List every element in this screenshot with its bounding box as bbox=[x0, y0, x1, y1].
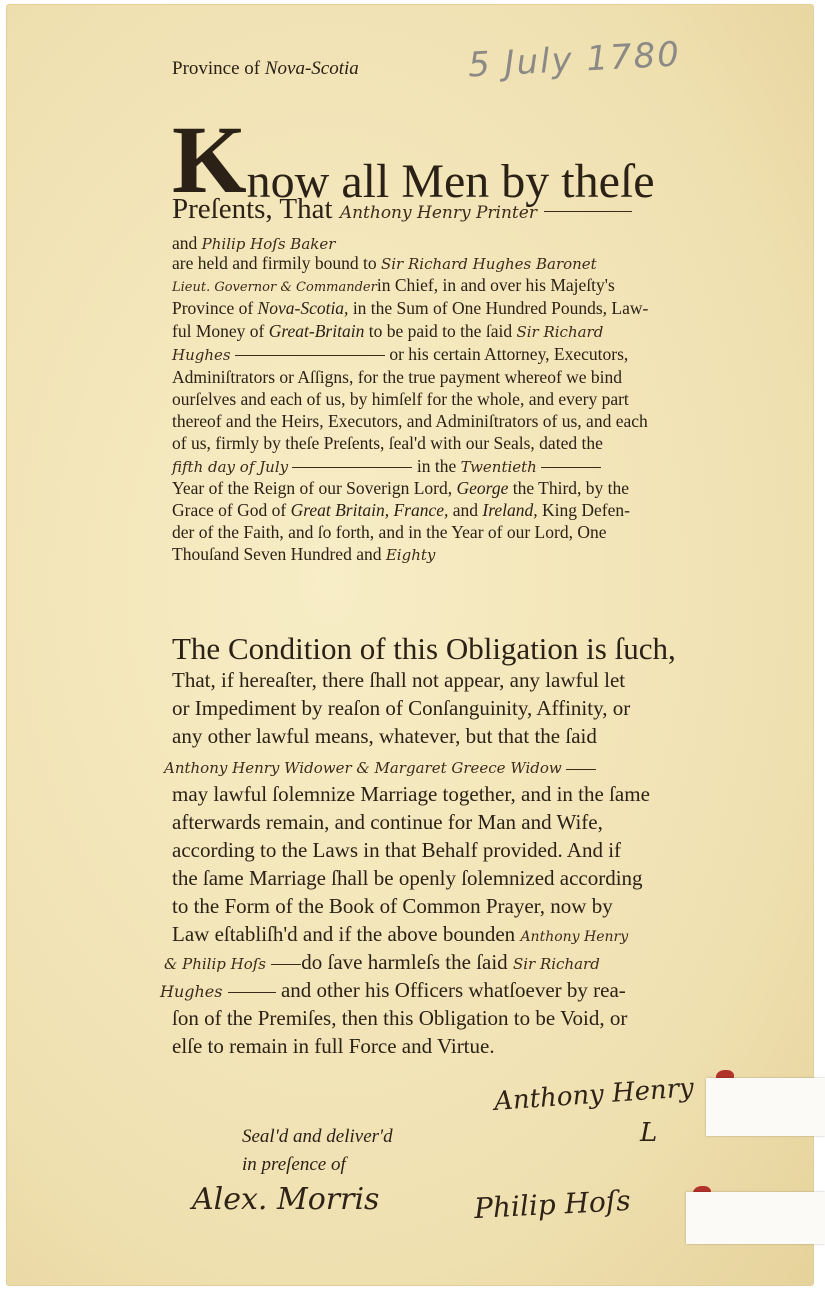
paid-name1-handwritten: Sir Richard bbox=[516, 323, 604, 341]
condition-line4: may lawful ſolemnize Marriage together, and in the ſame bbox=[172, 782, 650, 806]
philip-signature: Philip Hoſs bbox=[473, 1183, 632, 1226]
grace-text: Grace of God of bbox=[172, 500, 287, 520]
anthony-henry-flourish: L bbox=[640, 1118, 658, 1148]
grace-line bbox=[172, 499, 630, 521]
anthony-henry-signature: Anthony Henry bbox=[493, 1073, 695, 1117]
fill-rule bbox=[544, 211, 632, 212]
name1-handwritten: Anthony Henry Printer bbox=[339, 203, 537, 223]
parties-line bbox=[164, 754, 596, 783]
name2-handwritten: Philip Hoſs Baker bbox=[201, 235, 336, 253]
sealed-delivered-caption bbox=[242, 1123, 393, 1179]
fill-rule bbox=[271, 964, 301, 965]
condition-line10: ſon of the Premiſes, then this Obligation to be Void, or bbox=[172, 1006, 628, 1030]
bounden2-handwritten: & Philip Hoſs bbox=[164, 955, 266, 973]
presents-line bbox=[172, 192, 632, 230]
bounden-line bbox=[172, 920, 628, 951]
condition-line11: elſe to remain in full Force and Virtue. bbox=[172, 1034, 495, 1058]
in-chief-text: in Chief, in and over his Majeſty's bbox=[376, 275, 615, 295]
harmless-line bbox=[164, 948, 600, 978]
paid-to-text: to be paid to the ſaid bbox=[368, 321, 513, 341]
sealed-line2: in preſence of bbox=[242, 1154, 346, 1175]
george-text: George bbox=[456, 478, 509, 498]
firmly-line: of us, firmly by theſe Preſents, ſeal'd with our Seals, dated the bbox=[172, 433, 603, 453]
lieut-line bbox=[172, 274, 615, 299]
ireland-text: Ireland, bbox=[482, 500, 538, 520]
reign-line bbox=[172, 477, 629, 499]
condition-line5: afterwards remain, and continue for Man and Wife, bbox=[172, 810, 603, 834]
condition-line3: any other lawful means, whatever, but that the ſaid bbox=[172, 724, 597, 748]
ourselves-line: ourſelves and each of us, by himſelf for the whole, and every part bbox=[172, 389, 629, 409]
officers-line bbox=[160, 976, 626, 1006]
fill-rule bbox=[292, 467, 412, 468]
bound-line bbox=[172, 252, 597, 275]
sealed-line1: Seal'd and deliver'd bbox=[242, 1126, 393, 1147]
fill-rule bbox=[228, 992, 276, 993]
thousand-text: Thouſand Seven Hundred and bbox=[172, 544, 382, 564]
king-text: King Defen- bbox=[542, 500, 630, 520]
day-handwritten: fifth day of July bbox=[172, 458, 289, 476]
presents-text: Preſents, That bbox=[172, 193, 333, 225]
province-of-text: Province of bbox=[172, 298, 254, 318]
heading-rest: now all Men by theſe bbox=[246, 155, 655, 208]
province-name: Nova-Scotia bbox=[264, 58, 359, 79]
pencil-date-note: 5 July 1780 bbox=[467, 34, 682, 86]
fill-rule bbox=[566, 769, 596, 770]
fill-rule bbox=[235, 355, 385, 356]
der-line: der of the Faith, and ſo forth, and in the Year of our Lord, One bbox=[172, 522, 607, 542]
attorney-line bbox=[172, 343, 628, 366]
attorney-text: or his certain Attorney, Executors, bbox=[389, 344, 629, 364]
paid-name2-handwritten: Hughes bbox=[172, 346, 231, 364]
reign-a-text: Year of the Reign of our Soverign Lord, bbox=[172, 478, 453, 498]
and-word: and bbox=[452, 500, 479, 520]
bound-name-handwritten: Sir Richard Hughes Baronet bbox=[380, 255, 597, 273]
condition-line2: or Impediment by reaſon of Conſanguinity, Affinity, or bbox=[172, 696, 631, 720]
province-line bbox=[172, 297, 648, 319]
thousand-line bbox=[172, 543, 435, 566]
in-the-text: in the bbox=[416, 456, 457, 476]
condition-heading: The Condition of this Obligation is ſuch, bbox=[172, 631, 676, 666]
bounden-handwritten: Anthony Henry bbox=[520, 929, 629, 945]
condition-line8: to the Form of the Book of Common Prayer, now by bbox=[172, 894, 613, 918]
province-prefix: Province of bbox=[172, 58, 261, 79]
date-line bbox=[172, 455, 601, 478]
harmless-text: do ſave harmleſs the ſaid bbox=[301, 950, 508, 974]
province-header bbox=[172, 58, 359, 80]
condition-line6: according to the Laws in that Behalf provided. And if bbox=[172, 838, 622, 862]
seal-paper-tab bbox=[686, 1192, 825, 1244]
harmless-name2-handwritten: Hughes bbox=[160, 982, 223, 1001]
admin-line: Adminiſtrators or Aſſigns, for the true payment whereof we bind bbox=[172, 367, 623, 387]
fill-rule bbox=[541, 467, 601, 468]
bounden-text: Law eſtabliſh'd and if the above bounden bbox=[172, 922, 516, 946]
condition-line7: the ſame Marriage ſhall be openly ſolemnized according bbox=[172, 866, 643, 890]
seal-paper-tab bbox=[706, 1078, 825, 1136]
parties-handwritten: Anthony Henry Widower & Margaret Greece Widow bbox=[164, 759, 562, 777]
france-text: France, bbox=[393, 500, 449, 520]
year-word-handwritten: Eighty bbox=[385, 546, 436, 564]
regnal-year-handwritten: Twentieth bbox=[460, 458, 537, 476]
gb-text: Great Britain, bbox=[290, 500, 390, 520]
condition-line1: That, if hereaſter, there ſhall not appear, any lawful let bbox=[172, 668, 626, 692]
ful-money-text: ful Money of bbox=[172, 321, 265, 341]
great-britain-text: Great-Britain bbox=[268, 321, 365, 341]
officers-text: and other his Officers whatſoever by rea- bbox=[280, 978, 626, 1002]
harmless-name-handwritten: Sir Richard bbox=[512, 955, 600, 973]
nova-scotia-text: Nova-Scotia, bbox=[257, 298, 349, 318]
sum-text: in the Sum of One Hundred Pounds, Law- bbox=[352, 298, 649, 318]
and-text: and bbox=[172, 233, 198, 253]
lieut-handwritten: Lieut. Governor & Commander bbox=[172, 280, 377, 295]
witness-signature: Alex. Morris bbox=[192, 1182, 380, 1217]
money-line bbox=[172, 320, 603, 343]
thereof-line: thereof and the Heirs, Executors, and Adminiſtrators of us, and each bbox=[172, 411, 648, 431]
bound-text: are held and firmily bound to bbox=[172, 253, 377, 273]
reign-b-text: the Third, by the bbox=[512, 478, 630, 498]
drop-cap: K bbox=[172, 106, 247, 213]
